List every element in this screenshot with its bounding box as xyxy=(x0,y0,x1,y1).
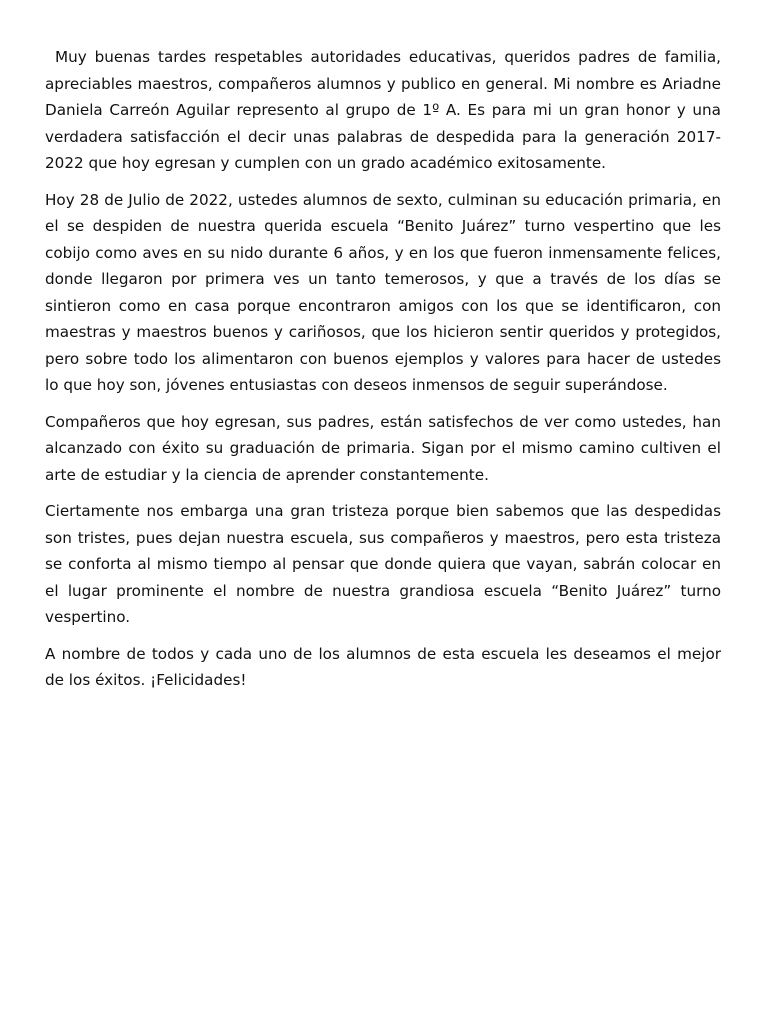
paragraph-encouragement: Compañeros que hoy egresan, sus padres, están satisfechos de ver como ustedes, han alcanzado con éxito su graduación de primaria. Sigan por el mismo camino cultiven el arte de estudiar y la ciencia de aprender constantemente. xyxy=(45,412,721,484)
paragraph-closing: A nombre de todos y cada uno de los alumnos de esta escuela les deseamos el mejor de los éxitos. ¡Felicidades! xyxy=(45,644,721,689)
paragraph-graduation-date: Hoy 28 de Julio de 2022, ustedes alumnos de sexto, culminan su educación primaria, en el se despiden de nuestra querida escuela “Benito Juárez” turno vespertino que les cobijo como aves en su nido durante 6 años, y en los que fueron inmensamente felices, donde llegaron por primera ves un tanto temerosos, y que a través de los días se sintieron como en casa porque encontraron amigos con los que se identificaron, con maestras y maestros buenos y cariñosos, que los hicieron sentir queridos y protegidos, pero sobre todo los alimentaron con buenos ejemplos y valores para hacer de ustedes lo que hoy son, jóvenes entusiastas con deseos inmensos de seguir superándose. xyxy=(45,190,721,394)
paragraph-farewell: Ciertamente nos embarga una gran tristeza porque bien sabemos que las despedidas son tristes, pues dejan nuestra escuela, sus compañeros y maestros, pero esta tristeza se conforta al mismo tiempo al pensar que donde quiera que vayan, sabrán colocar en el lugar prominente el nombre de nuestra grandiosa escuela “Benito Juárez” turno vespertino. xyxy=(45,502,721,626)
speech-document xyxy=(45,44,721,704)
paragraph-greeting: Muy buenas tardes respetables autoridades educativas, queridos padres de familia, apreciables maestros, compañeros alumnos y publico en general. Mi nombre es Ariadne Daniela Carreón Aguilar represento al grupo de 1º A. Es para mi un gran honor y una verdadera satisfacción el decir unas palabras de despedida para la generación 2017-2022 que hoy egresan y cumplen con un grado académico exitosamente. xyxy=(45,48,721,172)
